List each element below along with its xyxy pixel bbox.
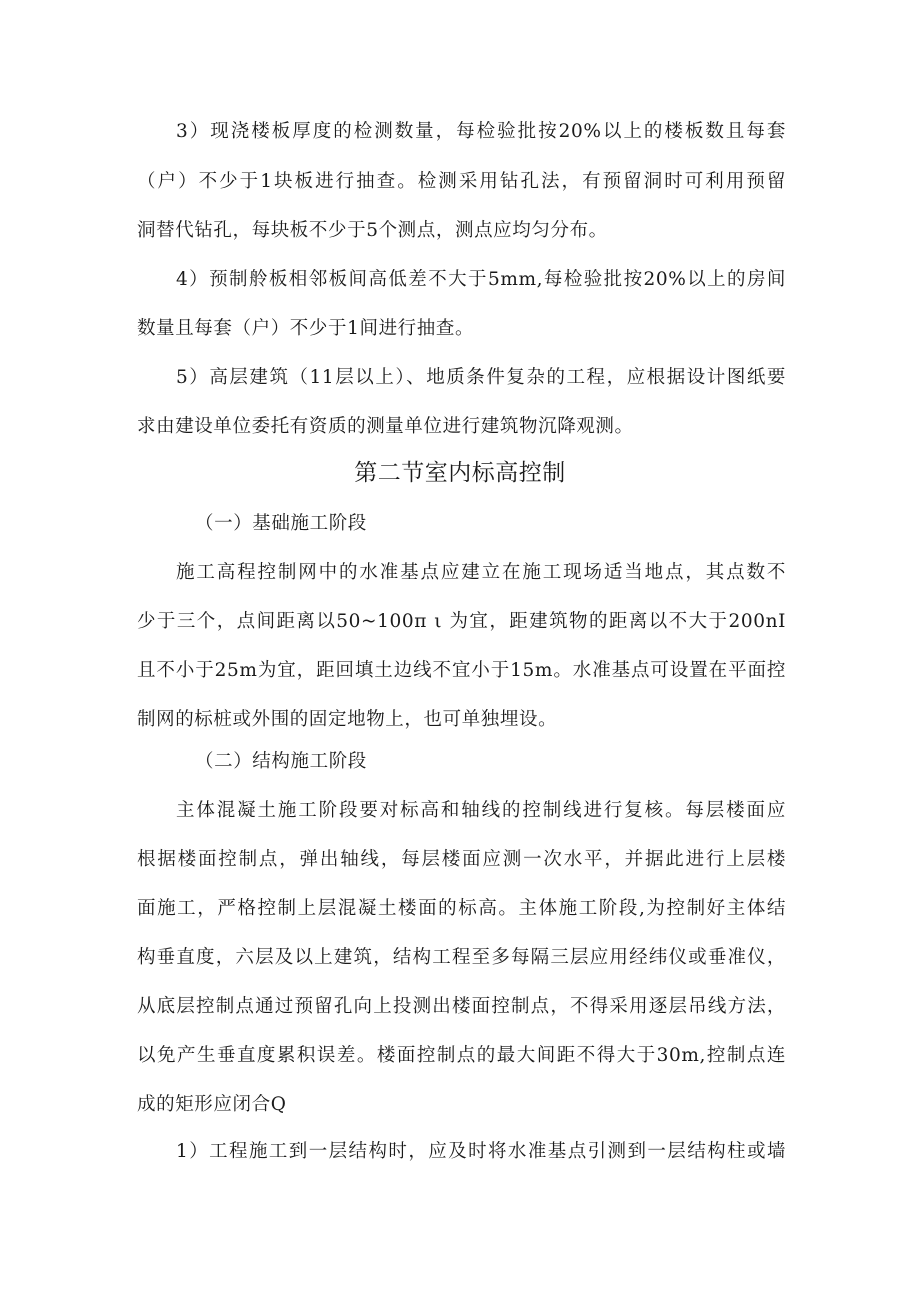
text-line: 根据楼面控制点，弹出轴线，每层楼面应测一次水平，并据此进行上层楼	[137, 849, 786, 870]
text-line: 构垂直度，六层及以上建筑，结构工程至多每隔三层应用经纬仪或垂准仪，	[137, 947, 786, 968]
text-line: 1）工程施工到一层结构时，应及时将水准基点引测到一层结构柱或墙	[176, 1141, 786, 1162]
text-line: 5）高层建筑（11层以上）、地质条件复杂的工程，应根据设计图纸要	[176, 367, 786, 388]
section-heading: 第二节室内标高控制	[354, 460, 566, 486]
text-line: 且不小于25m为宜，距回填土边线不宜小于15m。水准基点可设置在平面控	[137, 660, 786, 681]
text-line: 洞替代钻孔，每块板不少于5个测点，测点应均匀分布。	[137, 220, 608, 241]
text-line: 以免产生垂直度累积误差。楼面控制点的最大间距不得大于30m,控制点连	[137, 1045, 786, 1066]
text-line: 制网的标桩或外围的固定地物上，也可单独埋设。	[137, 709, 558, 730]
text-line: 少于三个，点间距离以50~100π ι 为宜，距建筑物的距离以不大于200nI	[137, 611, 786, 632]
subsection-heading: （二）结构施工阶段	[195, 751, 367, 772]
text-line: 从底层控制点通过预留孔向上投测出楼面控制点，不得采用逐层吊线方法，	[137, 996, 786, 1017]
text-line: 3）现浇楼板厚度的检测数量，每检验批按20%以上的楼板数且每套	[176, 121, 786, 142]
text-line: 4）预制舲板相邻板间高低差不大于5mm,每检验批按20%以上的房间	[176, 269, 786, 290]
text-line: 成的矩形应闭合Q	[137, 1094, 287, 1115]
text-line: 面施工，严格控制上层混凝土楼面的标高。主体施工阶段,为控制好主体结	[137, 898, 786, 919]
text-line: 数量且每套（户）不少于1间进行抽查。	[137, 318, 475, 339]
text-line: 施工高程控制网中的水准基点应建立在施工现场适当地点，其点数不	[176, 562, 786, 583]
text-line: 求由建设单位委托有资质的测量单位进行建筑物沉降观测。	[137, 416, 634, 437]
subsection-heading: （一）基础施工阶段	[195, 513, 367, 534]
text-line: （户）不少于1块板进行抽查。检测采用钻孔法，有预留洞时可利用预留	[137, 171, 786, 192]
text-line: 主体混凝土施工阶段要对标高和轴线的控制线进行复核。每层楼面应	[176, 800, 786, 821]
